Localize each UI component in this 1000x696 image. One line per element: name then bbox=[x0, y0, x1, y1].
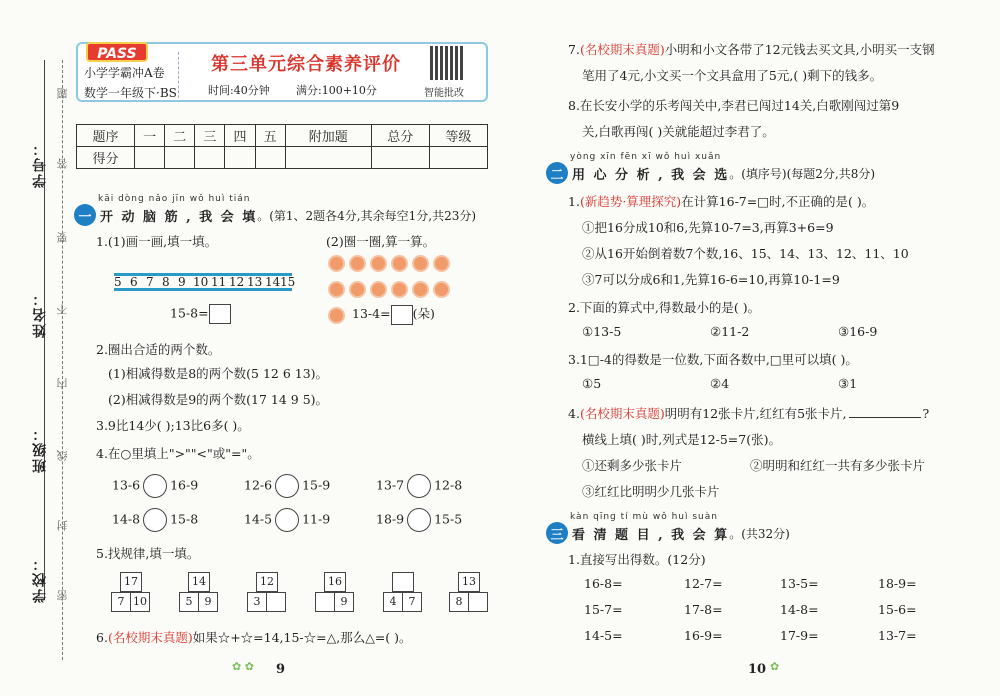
score-cell[interactable] bbox=[135, 147, 165, 169]
calc-item[interactable]: 17-8= bbox=[684, 602, 723, 617]
section-note: 。(填序号)(每题2分,共8分) bbox=[729, 166, 876, 181]
question-3: 3.9比14少( );13比6多( )。 bbox=[96, 418, 250, 433]
score-cell[interactable] bbox=[285, 147, 371, 169]
compare-item bbox=[244, 508, 330, 532]
equation-text: 13-4= bbox=[352, 306, 391, 321]
number-line-tick: 13 bbox=[247, 275, 263, 289]
flower-icon bbox=[370, 255, 387, 272]
pyramid-top[interactable]: 13 bbox=[458, 572, 480, 592]
question-6 bbox=[96, 628, 412, 646]
option[interactable]: ②11-2 bbox=[710, 324, 750, 339]
page-number-left: 9 bbox=[276, 662, 286, 677]
number-line-tick: 10 bbox=[193, 275, 209, 289]
hint-char: 密 bbox=[56, 590, 69, 601]
score-cell[interactable] bbox=[195, 147, 225, 169]
question-tag: (名校期末真题) bbox=[107, 630, 193, 645]
pyramid-cell[interactable]: 7 bbox=[402, 592, 422, 612]
calc-item[interactable]: 13-7= bbox=[878, 628, 917, 643]
option[interactable]: ②从16开始倒着数7个数,16、15、14、13、12、11、10 bbox=[582, 246, 909, 261]
compare-item bbox=[112, 508, 198, 532]
calc-item[interactable]: 16-9= bbox=[684, 628, 723, 643]
section-title: 用 心 分 析 , 我 会 选 bbox=[572, 167, 730, 183]
score-cell[interactable] bbox=[371, 147, 429, 169]
question-8-line2: 关,白歌再闯( )关就能超过李君了。 bbox=[582, 124, 775, 139]
answer-box[interactable] bbox=[209, 304, 231, 324]
flower-icon bbox=[412, 281, 429, 298]
pyramid-cell[interactable] bbox=[468, 592, 488, 612]
pyramid-top[interactable] bbox=[392, 572, 414, 592]
number-line-tick: 11 bbox=[211, 275, 227, 289]
blank-line[interactable] bbox=[849, 417, 921, 418]
calc-item[interactable]: 16-8= bbox=[584, 576, 623, 591]
score-header: 一 bbox=[135, 125, 165, 147]
option[interactable]: ③红红比明明少几张卡片 bbox=[582, 484, 720, 499]
number-pyramid bbox=[450, 572, 488, 612]
section-note: 。(第1、2题各4分,其余每空1分,共23分) bbox=[257, 208, 477, 223]
pyramid-cell[interactable]: 10 bbox=[130, 592, 150, 612]
pyramid-cell[interactable]: 8 bbox=[449, 592, 469, 612]
section-1-header bbox=[74, 204, 476, 226]
label-name: 姓名： bbox=[32, 290, 48, 338]
number-line-tick: 8 bbox=[162, 275, 170, 289]
score-header: 三 bbox=[195, 125, 225, 147]
hint-char: 线 bbox=[56, 450, 69, 461]
score-header: 五 bbox=[255, 125, 285, 147]
score-cell[interactable] bbox=[255, 147, 285, 169]
number-pyramid bbox=[180, 572, 218, 612]
expr-right: 15-5 bbox=[434, 511, 463, 527]
flower-icon bbox=[328, 255, 345, 272]
label-id: 学号： bbox=[32, 140, 48, 188]
number-line-tick: 9 bbox=[178, 275, 186, 289]
expr-right: 15-8 bbox=[170, 511, 199, 527]
section-title: 开 动 脑 筋 , 我 会 填 bbox=[100, 209, 258, 225]
score-table bbox=[76, 124, 488, 169]
number-pyramid bbox=[384, 572, 422, 612]
s2-question-4-line2: 横线上填( )时,列式是12-5=7(张)。 bbox=[582, 432, 781, 447]
number-pyramid bbox=[112, 572, 150, 612]
label-class: 班级： bbox=[32, 425, 48, 473]
compare-circle[interactable] bbox=[407, 508, 431, 532]
option[interactable]: ②明明和红红一共有多少张卡片 bbox=[750, 458, 926, 473]
q-prefix: 6. bbox=[96, 630, 108, 645]
page-number-right: 10 bbox=[748, 662, 767, 677]
exam-header bbox=[76, 42, 488, 102]
pyramid-cell[interactable]: 9 bbox=[198, 592, 218, 612]
compare-circle[interactable] bbox=[143, 508, 167, 532]
section-pinyin: kāi dòng nǎo jīn wǒ huì tián bbox=[98, 194, 251, 204]
expr-right: 15-9 bbox=[302, 477, 331, 493]
calc-item[interactable]: 15-7= bbox=[584, 602, 623, 617]
score-header: 等级 bbox=[429, 125, 487, 147]
s3-question-1: 1.直接写出得数。(12分) bbox=[568, 552, 706, 567]
compare-circle[interactable] bbox=[275, 508, 299, 532]
section-number: 一 bbox=[74, 204, 96, 226]
unit-label: (朵) bbox=[412, 306, 435, 321]
equation-1a bbox=[170, 304, 231, 324]
pyramid-cell[interactable]: 9 bbox=[334, 592, 354, 612]
s2-question-2: 2.下面的算式中,得数最小的是( )。 bbox=[568, 300, 761, 315]
flower-icon bbox=[349, 281, 366, 298]
number-line-tick: 14 bbox=[265, 275, 281, 289]
section-pinyin: kàn qīng tí mù wǒ huì suàn bbox=[570, 512, 718, 522]
pyramid-cell[interactable]: 7 bbox=[111, 592, 131, 612]
calc-item[interactable]: 13-5= bbox=[780, 576, 819, 591]
flower-icon bbox=[433, 281, 450, 298]
s2-question-4 bbox=[568, 404, 929, 422]
score-header: 四 bbox=[225, 125, 255, 147]
flower-icon bbox=[328, 281, 345, 298]
compare-circle[interactable] bbox=[275, 474, 299, 498]
option[interactable]: ②4 bbox=[710, 376, 730, 391]
question-8: 8.在长安小学的乐考闯关中,李君已闯过14关,白歌刚闯过第9 bbox=[568, 98, 900, 113]
flower-icon bbox=[433, 255, 450, 272]
question-5: 5.找规律,填一填。 bbox=[96, 546, 200, 561]
equation-1b bbox=[352, 304, 435, 325]
sprout-icon: ✿ ✿ bbox=[232, 660, 254, 673]
question-tag: (新趋势·算理探究) bbox=[579, 194, 682, 209]
number-pyramid bbox=[316, 572, 354, 612]
option[interactable]: ③16-9 bbox=[838, 324, 878, 339]
score-row-label: 得分 bbox=[77, 147, 135, 169]
flower-icon bbox=[349, 255, 366, 272]
equation-text: 15-8= bbox=[170, 305, 209, 321]
pyramid-top[interactable]: 14 bbox=[188, 572, 210, 592]
option[interactable]: ①13-5 bbox=[582, 324, 622, 339]
question-tag: (名校期末真题) bbox=[579, 42, 665, 57]
number-line-tick: 7 bbox=[146, 275, 154, 289]
flower-icon bbox=[328, 307, 345, 324]
compare-item bbox=[112, 474, 198, 498]
question-tag: (名校期末真题) bbox=[579, 406, 665, 421]
question-1a: 1.(1)画一画,填一填。 bbox=[96, 234, 218, 249]
number-line-tick: 6 bbox=[130, 275, 138, 289]
pass-logo: PASS bbox=[86, 42, 148, 62]
pyramid-cell[interactable]: 5 bbox=[179, 592, 199, 612]
expr-right: 12-8 bbox=[434, 477, 463, 493]
score-header: 题序 bbox=[77, 125, 135, 147]
section-3-header bbox=[546, 522, 790, 544]
sprout-icon: ✿ bbox=[770, 660, 780, 673]
question-2b: (2)相减得数是9的两个数(17 14 9 5)。 bbox=[108, 392, 329, 407]
q-text: 在计算16-7=□时,不正确的是( )。 bbox=[681, 194, 875, 209]
calc-item[interactable]: 18-9= bbox=[878, 576, 917, 591]
number-line-tick: 15 bbox=[280, 275, 296, 289]
hint-char: 答 bbox=[56, 158, 69, 169]
header-divider bbox=[178, 52, 179, 98]
answer-box[interactable] bbox=[391, 305, 413, 325]
question-4: 4.在○里填上">""<"或"="。 bbox=[96, 446, 260, 461]
question-7-line2: 笔用了4元,小文买一个文具盒用了5元,( )剩下的钱多。 bbox=[582, 68, 883, 83]
flower-icon bbox=[412, 255, 429, 272]
expr-left: 13-7 bbox=[376, 477, 405, 493]
grade-label: 数学一年级下·BS bbox=[84, 86, 177, 100]
option[interactable]: ①还剩多少张卡片 bbox=[582, 458, 683, 473]
pyramid-top[interactable]: 17 bbox=[120, 572, 142, 592]
compare-item bbox=[376, 474, 462, 498]
hint-char: 不 bbox=[56, 304, 69, 315]
option[interactable]: ③1 bbox=[838, 376, 858, 391]
expr-left: 13-6 bbox=[112, 477, 141, 493]
compare-item bbox=[376, 508, 462, 532]
calc-item[interactable]: 17-9= bbox=[780, 628, 819, 643]
section-note: 。(共32分) bbox=[729, 526, 790, 541]
hint-char: 要 bbox=[56, 232, 69, 243]
compare-circle[interactable] bbox=[407, 474, 431, 498]
label-school: 学校： bbox=[32, 555, 48, 603]
score-cell[interactable] bbox=[165, 147, 195, 169]
expr-left: 14-8 bbox=[112, 511, 141, 527]
s2-question-1 bbox=[568, 192, 874, 210]
pyramid-top[interactable]: 12 bbox=[256, 572, 278, 592]
option[interactable]: ①把16分成10和6,先算10-7=3,再算3+6=9 bbox=[582, 220, 834, 235]
section-title: 看 清 题 目 , 我 会 算 bbox=[572, 527, 730, 543]
s2-question-3: 3.1□-4的得数是一位数,下面各数中,□里可以填( )。 bbox=[568, 352, 858, 367]
expr-right: 16-9 bbox=[170, 477, 199, 493]
score-cell[interactable] bbox=[429, 147, 487, 169]
section-number: 二 bbox=[546, 162, 568, 184]
q-text: 明明有12张卡片,红红有5张卡片, bbox=[664, 406, 847, 421]
flower-icon bbox=[391, 281, 408, 298]
calc-item[interactable]: 14-5= bbox=[584, 628, 623, 643]
number-line-tick: 5 bbox=[114, 275, 122, 289]
q-text: 如果☆+☆=14,15-☆=△,那么△=( )。 bbox=[192, 630, 412, 645]
compare-circle[interactable] bbox=[143, 474, 167, 498]
pyramid-cell[interactable]: 3 bbox=[247, 592, 267, 612]
expr-right: 11-9 bbox=[302, 511, 331, 527]
series-name: 小学学霸冲A卷 bbox=[84, 66, 165, 80]
q-prefix: 4. bbox=[568, 406, 580, 421]
score-cell[interactable] bbox=[225, 147, 255, 169]
full-score: 满分:100+10分 bbox=[296, 84, 377, 97]
section-number: 三 bbox=[546, 522, 568, 544]
calc-item[interactable]: 12-7= bbox=[684, 576, 723, 591]
pyramid-top[interactable]: 16 bbox=[324, 572, 346, 592]
score-header: 总分 bbox=[371, 125, 429, 147]
q-prefix: 7. bbox=[568, 42, 580, 57]
score-header: 附加题 bbox=[285, 125, 371, 147]
question-7 bbox=[568, 40, 935, 58]
q-text: 小明和小文各带了12元钱去买文具,小明买一支钢 bbox=[664, 42, 935, 57]
number-line bbox=[114, 268, 296, 294]
seal-line bbox=[62, 60, 63, 660]
expr-left: 18-9 bbox=[376, 511, 405, 527]
section-pinyin: yòng xīn fēn xī wǒ huì xuǎn bbox=[570, 152, 722, 162]
question-2a: (1)相减得数是8的两个数(5 12 6 13)。 bbox=[108, 366, 329, 381]
hint-char: 内 bbox=[56, 378, 69, 389]
qr-code-icon[interactable] bbox=[430, 46, 464, 80]
calc-item[interactable]: 14-8= bbox=[780, 602, 819, 617]
option[interactable]: ①5 bbox=[582, 376, 602, 391]
number-line-tick: 12 bbox=[229, 275, 245, 289]
hint-char: 封 bbox=[56, 520, 69, 531]
expr-left: 14-5 bbox=[244, 511, 273, 527]
expr-left: 12-6 bbox=[244, 477, 273, 493]
number-pyramid bbox=[248, 572, 286, 612]
q-prefix: 1. bbox=[568, 194, 580, 209]
option[interactable]: ③7可以分成6和1,先算16-6=10,再算10-1=9 bbox=[582, 272, 840, 287]
page-title: 第三单元综合素养评价 bbox=[211, 54, 401, 75]
compare-item bbox=[244, 474, 330, 498]
pyramid-cell[interactable] bbox=[266, 592, 286, 612]
score-header: 二 bbox=[165, 125, 195, 147]
qr-label: 智能批改 bbox=[424, 88, 464, 99]
flower-icon bbox=[370, 281, 387, 298]
flower-icon bbox=[391, 255, 408, 272]
time-limit: 时间:40分钟 bbox=[208, 84, 270, 97]
hint-char: 题 bbox=[56, 88, 69, 99]
section-2-header bbox=[546, 162, 875, 184]
pyramid-cell[interactable] bbox=[315, 592, 335, 612]
question-1b: (2)圈一圈,算一算。 bbox=[326, 234, 436, 249]
calc-item[interactable]: 15-6= bbox=[878, 602, 917, 617]
q-mark: ? bbox=[922, 406, 930, 421]
question-2: 2.圈出合适的两个数。 bbox=[96, 342, 221, 357]
pyramid-cell[interactable]: 4 bbox=[383, 592, 403, 612]
